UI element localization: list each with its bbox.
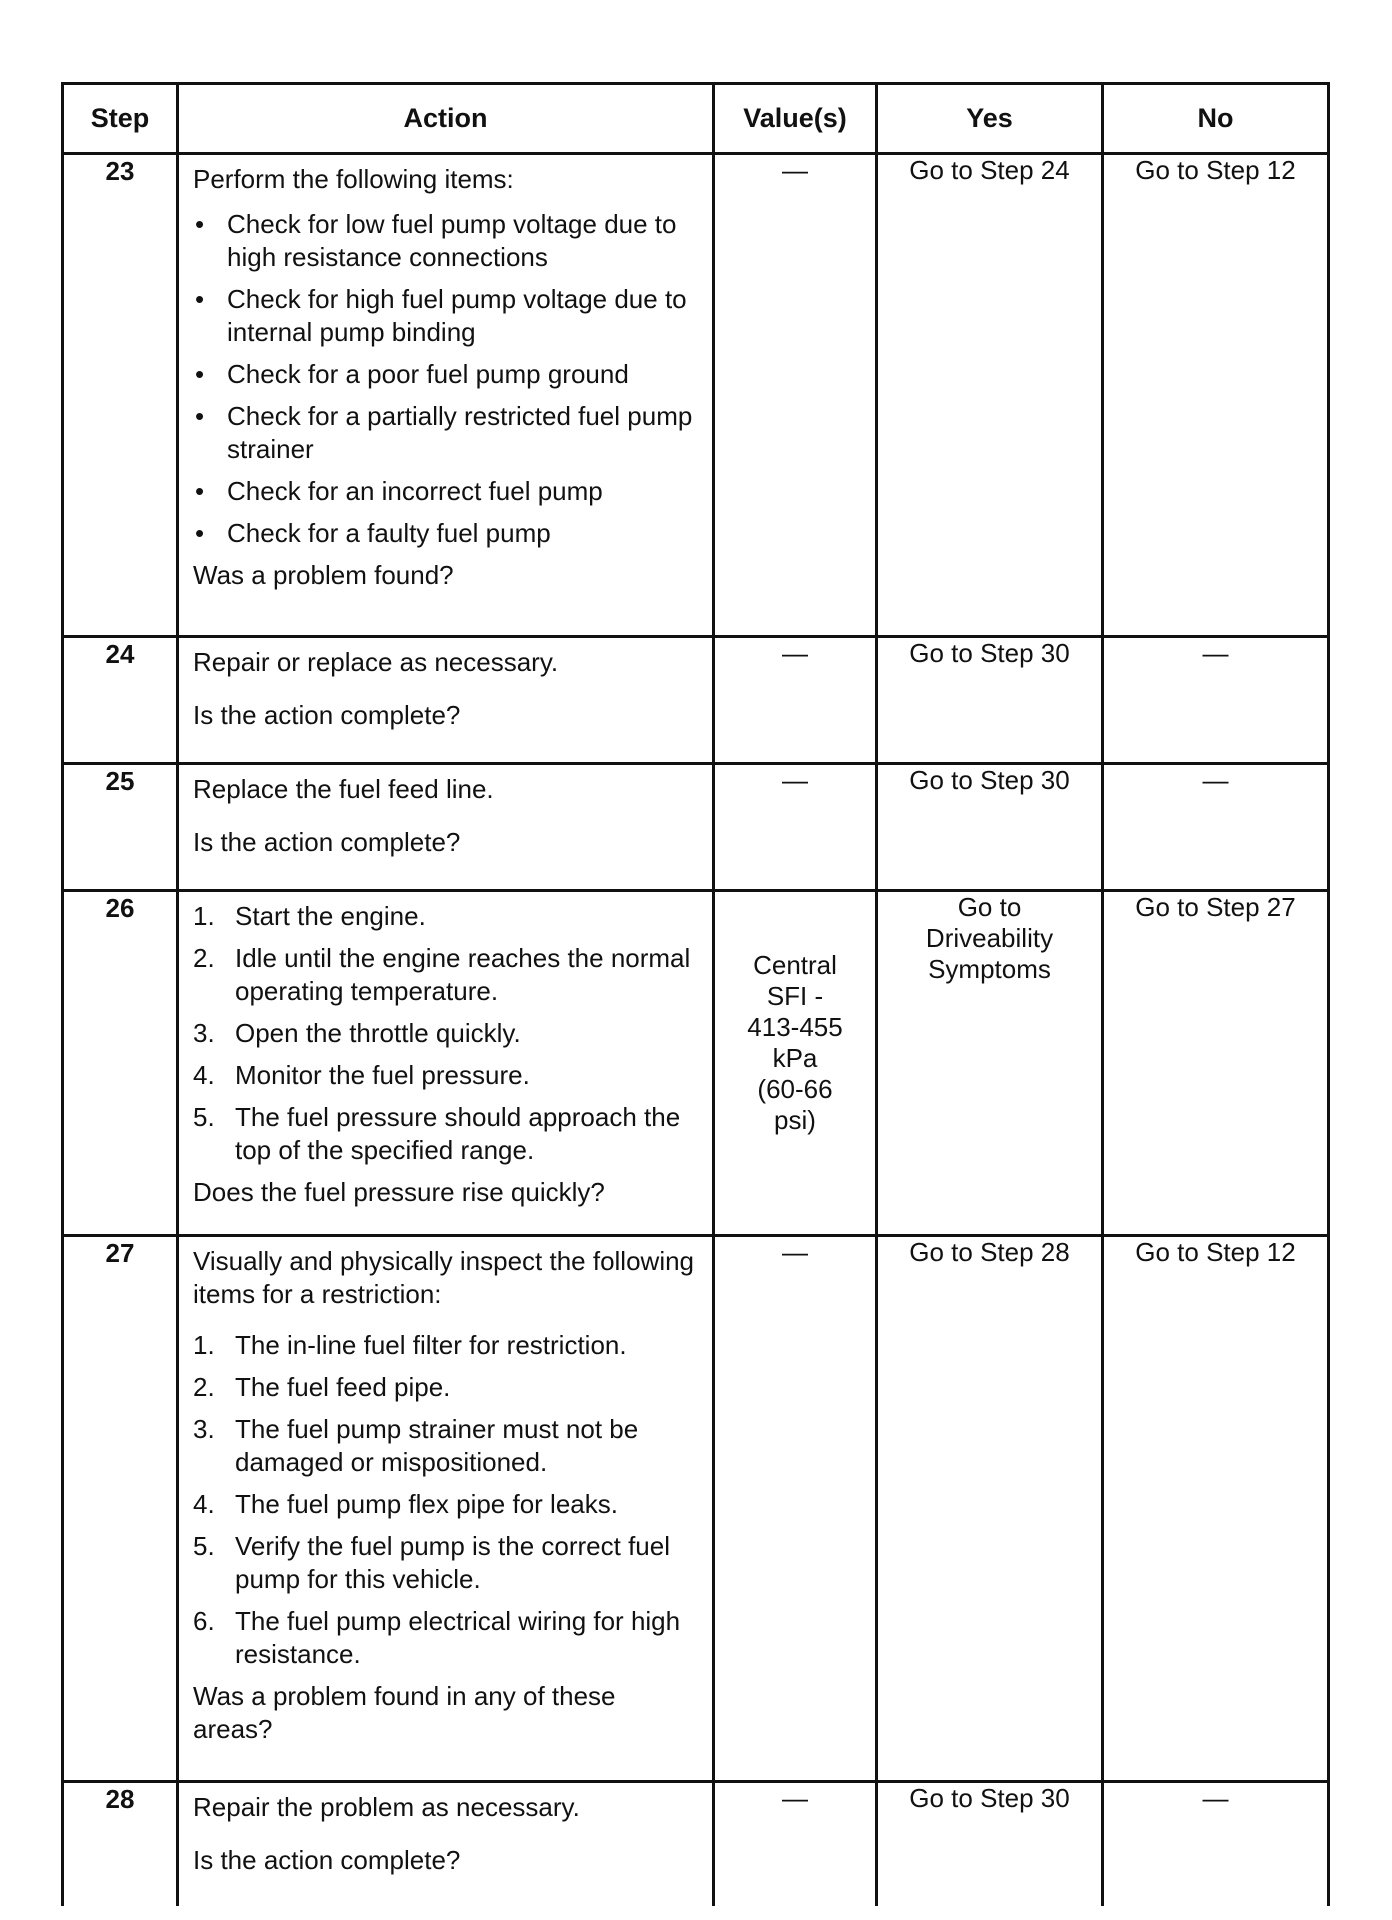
diagnostic-table-container xyxy=(61,82,1327,1906)
step-number: 25 xyxy=(63,764,178,891)
no-cell: Go to Step 27 xyxy=(1103,891,1329,1236)
action-question: Was a problem found? xyxy=(193,560,454,590)
bullet-icon: • xyxy=(195,359,205,389)
action-intro: Perform the following items: xyxy=(193,164,514,194)
list-item: • Check for low fuel pump voltage due to high resistance connections xyxy=(195,209,677,272)
list-item: 5. The fuel pressure should approach the top of the specified range. xyxy=(193,1102,681,1165)
bullet-icon: • xyxy=(195,518,205,548)
list-item: 4. Monitor the fuel pressure. xyxy=(193,1060,530,1090)
action-question: Is the action complete? xyxy=(193,1845,461,1875)
no-cell xyxy=(1103,1782,1329,1906)
step-number: 23 xyxy=(63,154,178,637)
table-row-step-28 xyxy=(63,1782,1329,1906)
table-row-step-23 xyxy=(63,154,1329,637)
table-row-step-25 xyxy=(63,764,1329,891)
list-item: • Check for high fuel pump voltage due to internal pump binding xyxy=(195,284,687,347)
table-row-step-26 xyxy=(63,891,1329,1236)
yes-text: Go to Driveability Symptoms xyxy=(925,892,1054,984)
header-values: Value(s) xyxy=(714,84,877,154)
no-cell: Go to Step 12 xyxy=(1103,1236,1329,1782)
action-intro: Repair or replace as necessary. xyxy=(193,647,559,677)
action-cell xyxy=(178,891,714,1236)
table-row-step-27 xyxy=(63,1236,1329,1782)
list-item: • Check for a partially restricted fuel pump strainer xyxy=(195,401,693,464)
action-question: Is the action complete? xyxy=(193,700,461,730)
header-yes: Yes xyxy=(877,84,1103,154)
list-item: • Check for a poor fuel pump ground xyxy=(195,359,629,389)
table-row-step-24 xyxy=(63,637,1329,764)
yes-cell: Go to Step 30 xyxy=(877,637,1103,764)
action-intro: Replace the fuel feed line. xyxy=(193,774,494,804)
step-number: 26 xyxy=(63,891,178,1236)
header-row xyxy=(63,84,1329,154)
value-cell xyxy=(714,1236,877,1782)
value-cell xyxy=(714,764,877,891)
action-intro: Repair the problem as necessary. xyxy=(193,1792,580,1822)
action-cell xyxy=(178,1236,714,1782)
action-question: Was a problem found in any of these areas? xyxy=(193,1681,616,1744)
list-item: • Check for a faulty fuel pump xyxy=(195,518,551,548)
no-cell xyxy=(1103,637,1329,764)
no-dash: — xyxy=(1202,1783,1229,1813)
list-item: 2. The fuel feed pipe. xyxy=(193,1372,451,1402)
step-number: 27 xyxy=(63,1236,178,1782)
list-item: 2. Idle until the engine reaches the normal operating temperature. xyxy=(193,943,691,1006)
action-question: Does the fuel pressure rise quickly? xyxy=(193,1177,605,1207)
header-step: Step xyxy=(63,84,178,154)
action-cell xyxy=(178,637,714,764)
action-cell xyxy=(178,1782,714,1906)
value-cell xyxy=(714,1782,877,1906)
step-number: 24 xyxy=(63,637,178,764)
yes-cell: Go to Step 30 xyxy=(877,1782,1103,1906)
header-action: Action xyxy=(178,84,714,154)
list-item: • Check for an incorrect fuel pump xyxy=(195,476,603,506)
diagnostic-table xyxy=(61,82,1330,1906)
value-dash: — xyxy=(782,155,808,185)
bullet-icon: • xyxy=(195,284,205,314)
list-item: 3. The fuel pump strainer must not be damaged or mispositioned. xyxy=(193,1414,639,1477)
bullet-icon: • xyxy=(195,476,205,506)
no-dash: — xyxy=(1202,638,1229,668)
list-item: 4. The fuel pump flex pipe for leaks. xyxy=(193,1489,618,1519)
no-cell xyxy=(1103,764,1329,891)
action-numbered-list xyxy=(193,1329,700,1671)
list-item: 6. The fuel pump electrical wiring for high resistance. xyxy=(193,1606,681,1669)
action-intro: Visually and physically inspect the following items for a restriction: xyxy=(193,1246,695,1309)
list-item: 1. The in-line fuel filter for restriction. xyxy=(193,1330,627,1360)
action-question: Is the action complete? xyxy=(193,827,461,857)
value-cell xyxy=(714,891,877,1236)
pressure-spec-value: Central SFI - 413-455 kPa (60-66 psi) xyxy=(747,950,843,1135)
yes-cell: Go to Step 24 xyxy=(877,154,1103,637)
value-dash: — xyxy=(782,638,808,668)
list-item: 3. Open the throttle quickly. xyxy=(193,1018,521,1048)
action-numbered-list xyxy=(193,900,700,1167)
yes-cell xyxy=(877,891,1103,1236)
action-cell xyxy=(178,764,714,891)
action-bullet-list xyxy=(193,208,700,550)
bullet-icon: • xyxy=(195,209,205,239)
no-cell: Go to Step 12 xyxy=(1103,154,1329,637)
list-item: 1. Start the engine. xyxy=(193,901,426,931)
value-dash: — xyxy=(782,765,808,795)
step-number: 28 xyxy=(63,1782,178,1906)
value-cell xyxy=(714,637,877,764)
value-cell xyxy=(714,154,877,637)
header-no: No xyxy=(1103,84,1329,154)
action-cell xyxy=(178,154,714,637)
list-item: 5. Verify the fuel pump is the correct fuel pump for this vehicle. xyxy=(193,1531,670,1594)
value-dash: — xyxy=(782,1237,808,1267)
yes-cell: Go to Step 30 xyxy=(877,764,1103,891)
value-dash: — xyxy=(782,1783,808,1813)
yes-cell: Go to Step 28 xyxy=(877,1236,1103,1782)
bullet-icon: • xyxy=(195,401,205,431)
no-dash: — xyxy=(1202,765,1229,795)
